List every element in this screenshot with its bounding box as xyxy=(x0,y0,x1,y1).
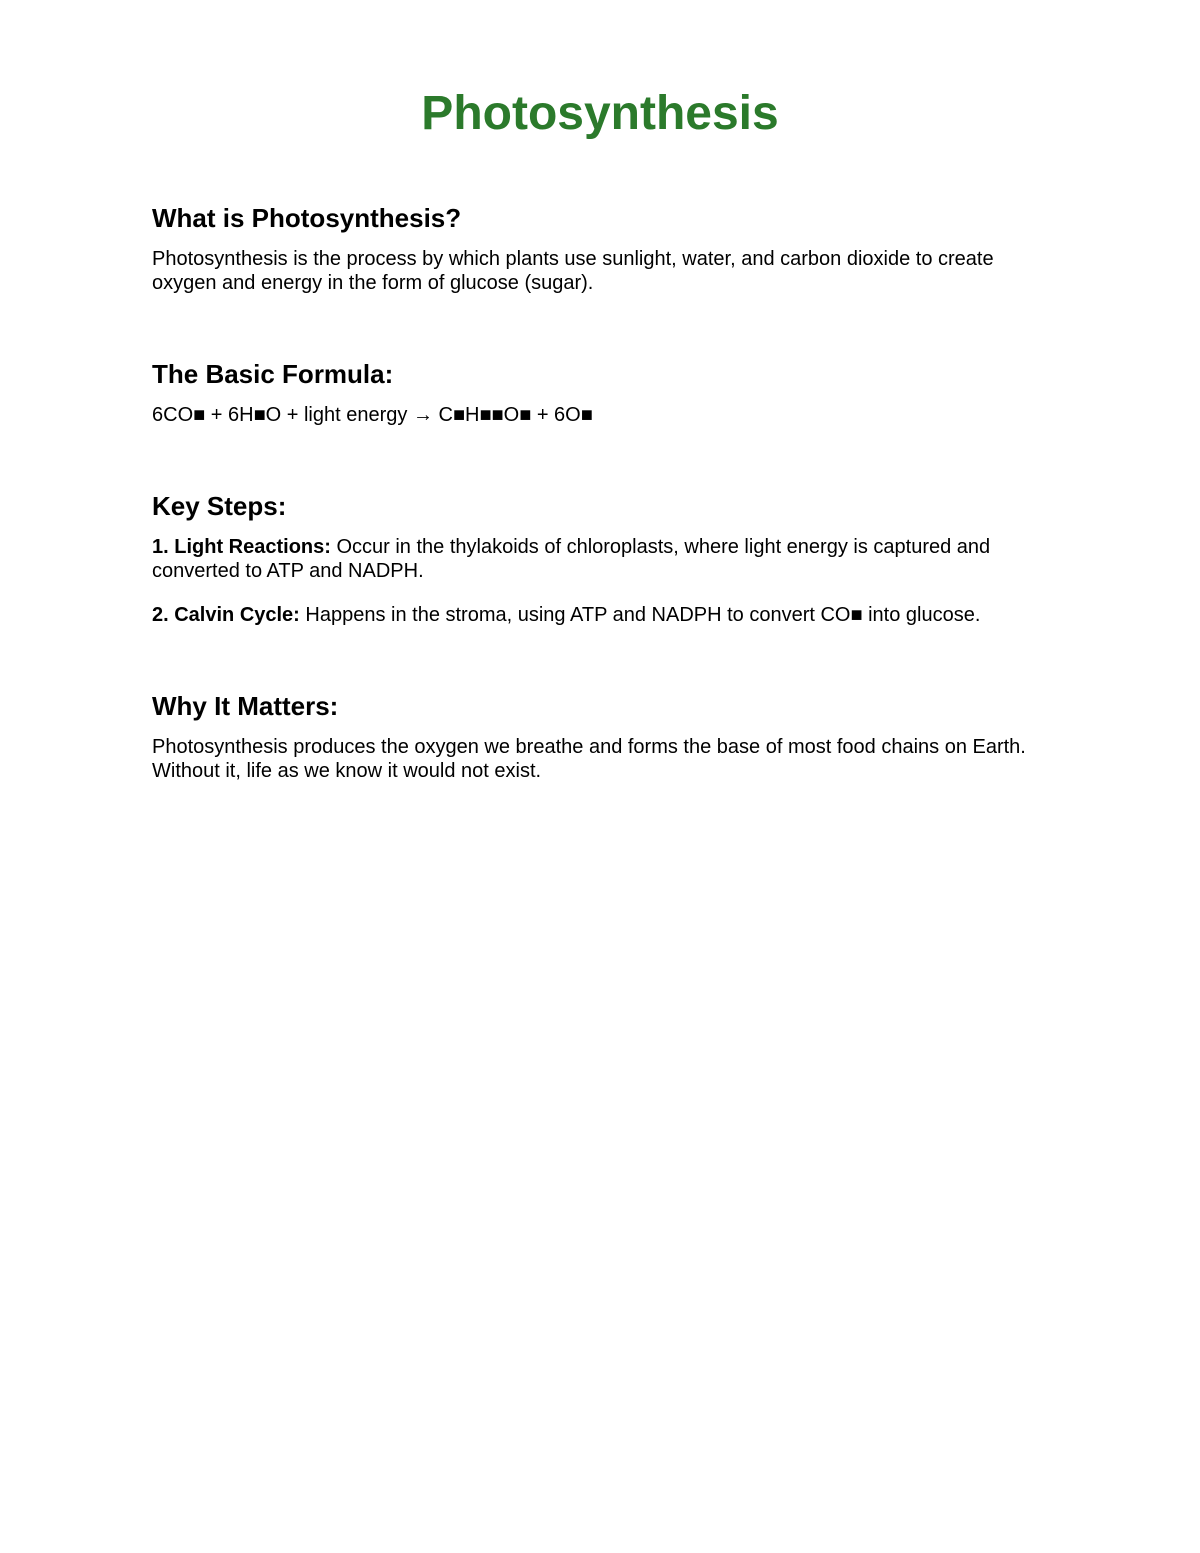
section-paragraph: Photosynthesis is the process by which plants use sunlight, water, and carbon dioxide to create oxygen and energy in the form of glucose (sugar). xyxy=(152,248,994,294)
section-basic-formula xyxy=(152,357,1052,427)
formula-text: 6CO■ + 6H■O + light energy → C■H■■O■ + 6O■ xyxy=(152,404,593,426)
section-what-is xyxy=(152,201,1052,295)
step-item xyxy=(152,603,1052,627)
step-item xyxy=(152,535,1052,583)
step-text: Happens in the stroma, using ATP and NADPH to convert CO■ into glucose. xyxy=(299,604,981,626)
step-label: 2. Calvin Cycle: xyxy=(152,604,300,626)
section-heading: What is Photosynthesis? xyxy=(152,203,462,233)
step-label: 1. Light Reactions: xyxy=(152,536,331,558)
section-paragraph: Photosynthesis produces the oxygen we breathe and forms the base of most food chains on Earth. Without it, life as we know it would not exist. xyxy=(152,736,1026,782)
section-spacer xyxy=(152,427,1052,489)
step-text: Occur in the thylakoids of chloroplasts, where light energy is captured and converted to ATP and NADPH. xyxy=(152,536,991,582)
section-why-it-matters xyxy=(152,689,1052,783)
section-heading: Why It Matters: xyxy=(152,691,339,721)
section-heading: Key Steps: xyxy=(152,491,287,521)
section-key-steps xyxy=(152,489,1052,627)
document-title: Photosynthesis xyxy=(421,87,779,140)
section-spacer xyxy=(152,295,1052,357)
section-spacer xyxy=(152,627,1052,689)
section-heading: The Basic Formula: xyxy=(152,359,394,389)
document-body xyxy=(152,201,1052,783)
